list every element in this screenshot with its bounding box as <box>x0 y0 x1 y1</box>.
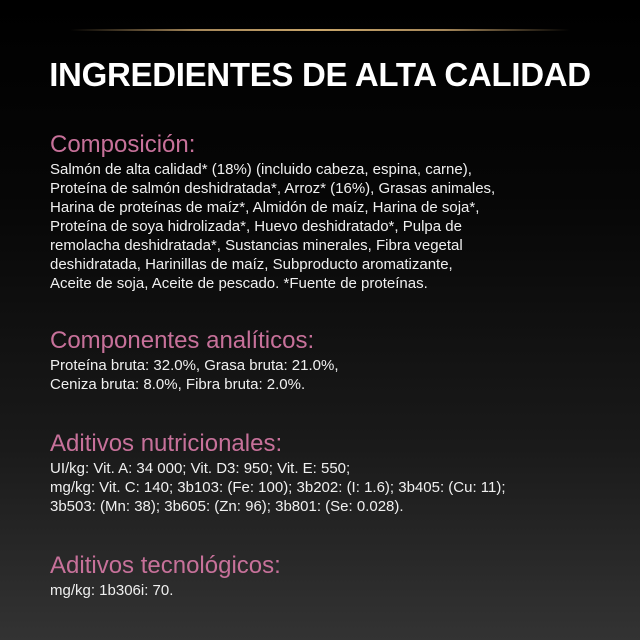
tecnologicos-line: mg/kg: 1b306i: 70. <box>50 582 174 599</box>
section-heading-aditivos-nutricionales: Aditivos nutricionales: <box>50 430 283 457</box>
composicion-line: Harina de proteínas de maíz*, Almidón de maíz, Harina de soja*, <box>50 199 480 216</box>
composicion-line: remolacha deshidratada*, Sustancias minerales, Fibra vegetal <box>50 237 463 254</box>
decorative-top-rule <box>70 29 570 31</box>
section-body-aditivos-nutricionales <box>50 459 610 516</box>
analiticos-line: Ceniza bruta: 8.0%, Fibra bruta: 2.0%. <box>50 376 306 393</box>
section-heading-componentes-analiticos: Componentes analíticos: <box>50 327 315 354</box>
section-body-componentes-analiticos <box>50 356 610 394</box>
section-componentes-analiticos <box>50 328 610 394</box>
section-composicion <box>50 132 610 293</box>
section-aditivos-nutricionales <box>50 431 610 516</box>
section-body-aditivos-tecnologicos <box>50 581 610 600</box>
section-body-composicion <box>50 160 610 293</box>
section-heading-aditivos-tecnologicos: Aditivos tecnológicos: <box>50 552 281 579</box>
page-title: INGREDIENTES DE ALTA CALIDAD <box>49 56 591 93</box>
composicion-line: Aceite de soja, Aceite de pescado. *Fuente de proteínas. <box>50 275 428 292</box>
nutricionales-line: 3b503: (Mn: 38); 3b605: (Zn: 96); 3b801: (Se: 0.028). <box>50 498 404 515</box>
composicion-line: Proteína de salmón deshidratada*, Arroz* (16%), Grasas animales, <box>50 180 496 197</box>
section-heading-composicion: Composición: <box>50 131 196 158</box>
nutricionales-line: mg/kg: Vit. C: 140; 3b103: (Fe: 100); 3b202: (I: 1.6); 3b405: (Cu: 11); <box>50 479 506 496</box>
composicion-line: deshidratada, Harinillas de maíz, Subproducto aromatizante, <box>50 256 453 273</box>
section-aditivos-tecnologicos <box>50 553 610 600</box>
composicion-line: Proteína de soya hidrolizada*, Huevo deshidratado*, Pulpa de <box>50 218 462 235</box>
composicion-line: Salmón de alta calidad* (18%) (incluido cabeza, espina, carne), <box>50 161 472 178</box>
analiticos-line: Proteína bruta: 32.0%, Grasa bruta: 21.0%, <box>50 357 339 374</box>
nutricionales-line: UI/kg: Vit. A: 34 000; Vit. D3: 950; Vit. E: 550; <box>50 460 351 477</box>
